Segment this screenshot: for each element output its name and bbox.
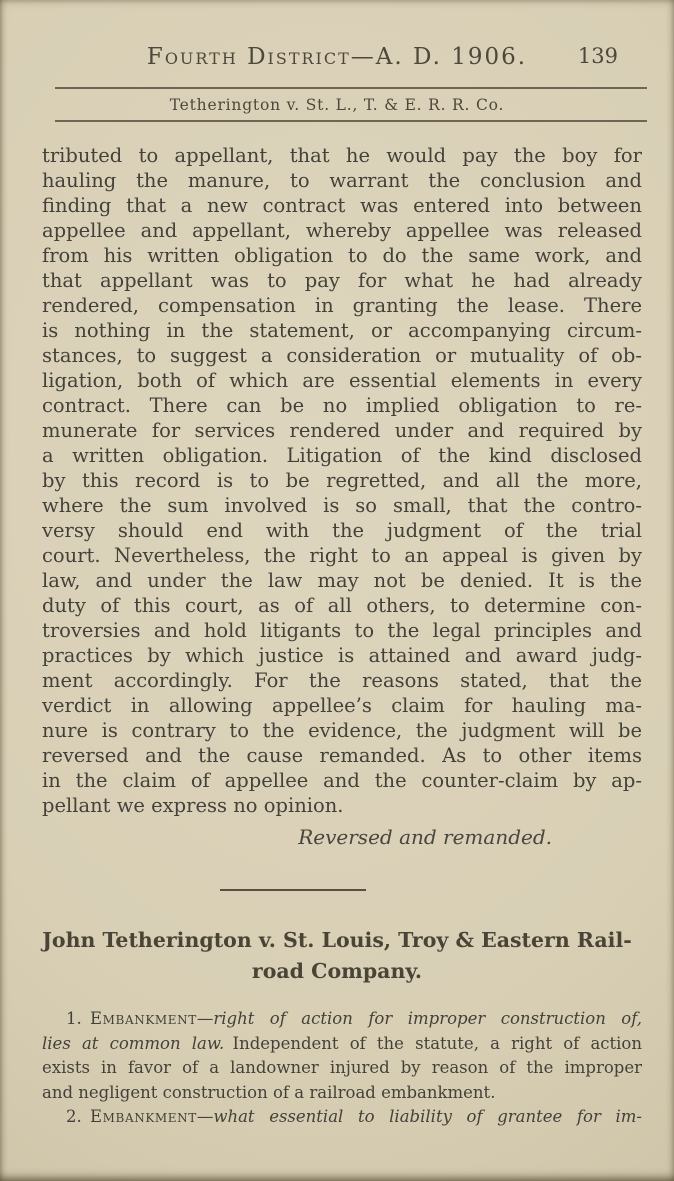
headnote-segment: Independent of the statute, a right of action [224, 1033, 642, 1053]
opinion-line: hauling the manure, to warrant the conclusion and [42, 169, 642, 192]
headnote-line [42, 1081, 642, 1106]
headnote-segment: and negligent construction of a railroad embankment. [42, 1082, 496, 1102]
headnote-line [42, 1056, 642, 1081]
opinion-line: is nothing in the statement, or accompanying circum- [42, 319, 642, 342]
page-header [0, 0, 674, 78]
headnote-segment: Embankment [90, 1009, 197, 1028]
opinion-line: ligation, both of which are essential elements in every [42, 369, 642, 392]
opinion-line: contract. There can be no implied obligation to re- [42, 394, 642, 417]
headnote-segment: — [196, 1009, 214, 1028]
opinion-line: law, and under the law may not be denied. It is the [42, 569, 642, 592]
header-rule-top [55, 87, 647, 89]
running-case-caption: Tetherington v. St. L., T. & E. R. R. Co. [169, 96, 505, 114]
next-case-title-line2: road Company. [251, 959, 423, 983]
disposition-line: Reversed and remanded. [298, 825, 552, 849]
headnote-line [42, 1007, 642, 1032]
headnote-segment: — [196, 1107, 214, 1126]
headnote-segment: exists in favor of a landowner injured by reason of the improper [42, 1058, 642, 1077]
headnote-segment: 1. [66, 1009, 90, 1028]
opinion-line: troversies and hold litigants to the legal principles and [42, 619, 642, 642]
opinion-line: practices by which justice is attained and award judg- [42, 644, 642, 667]
opinion-line: stances, to suggest a consideration or mutuality of ob- [42, 344, 642, 367]
opinion-line: court. Nevertheless, the right to an appeal is given by [42, 544, 642, 567]
opinion-line: a written obligation. Litigation of the kind disclosed [42, 444, 642, 467]
opinion-line: duty of this court, as of all others, to determine con- [42, 594, 642, 617]
opinion-line: in the claim of appellee and the counter-claim by ap- [42, 769, 642, 792]
headnote-segment: right of action for improper construction of, [213, 1009, 642, 1028]
next-case-title-line1: John Tetherington v. St. Louis, Troy & Eastern Rail- [42, 928, 632, 952]
opinion-line: by this record is to be regretted, and all the more, [42, 469, 642, 492]
opinion-line: appellee and appellant, whereby appellee was released [42, 219, 642, 242]
opinion-line: rendered, compensation in granting the lease. There [42, 294, 642, 317]
opinion-line: from his written obligation to do the same work, and [42, 244, 642, 267]
opinion-line: tributed to appellant, that he would pay the boy for [42, 144, 642, 167]
next-case-title [0, 925, 674, 987]
headnote-segment: what essential to liability of grantee for im- [213, 1107, 642, 1126]
opinion-line: where the sum involved is so small, that the contro- [42, 494, 642, 517]
opinion-line: ment accordingly. For the reasons stated, that the [42, 669, 642, 692]
opinion-line: finding that a new contract was entered into between [42, 194, 642, 217]
opinion-line: munerate for services rendered under and required by [42, 419, 642, 442]
section-divider-rule [220, 889, 366, 891]
opinion-line: versy should end with the judgment of the trial [42, 519, 642, 542]
headnotes-list [42, 1007, 642, 1130]
header-rule-bottom [55, 120, 647, 122]
headnote-segment: 2. [66, 1107, 90, 1126]
opinion-line: nure is contrary to the evidence, the judgment will be [42, 719, 642, 742]
opinion-text [42, 143, 642, 818]
page-number: 139 [577, 44, 618, 68]
opinion-line: verdict in allowing appellee’s claim for hauling ma- [42, 694, 642, 717]
headnote-segment: Embankment [90, 1107, 197, 1126]
district-title: Fourth District—A. D. 1906. [146, 44, 528, 70]
opinion-line: that appellant was to pay for what he had already [42, 269, 642, 292]
opinion-line: reversed and the cause remanded. As to other items [42, 744, 642, 767]
headnote-line [42, 1032, 642, 1057]
opinion-line: pellant we express no opinion. [42, 794, 344, 817]
headnote-segment: lies at common law. [42, 1033, 225, 1053]
headnote-line [42, 1105, 642, 1130]
